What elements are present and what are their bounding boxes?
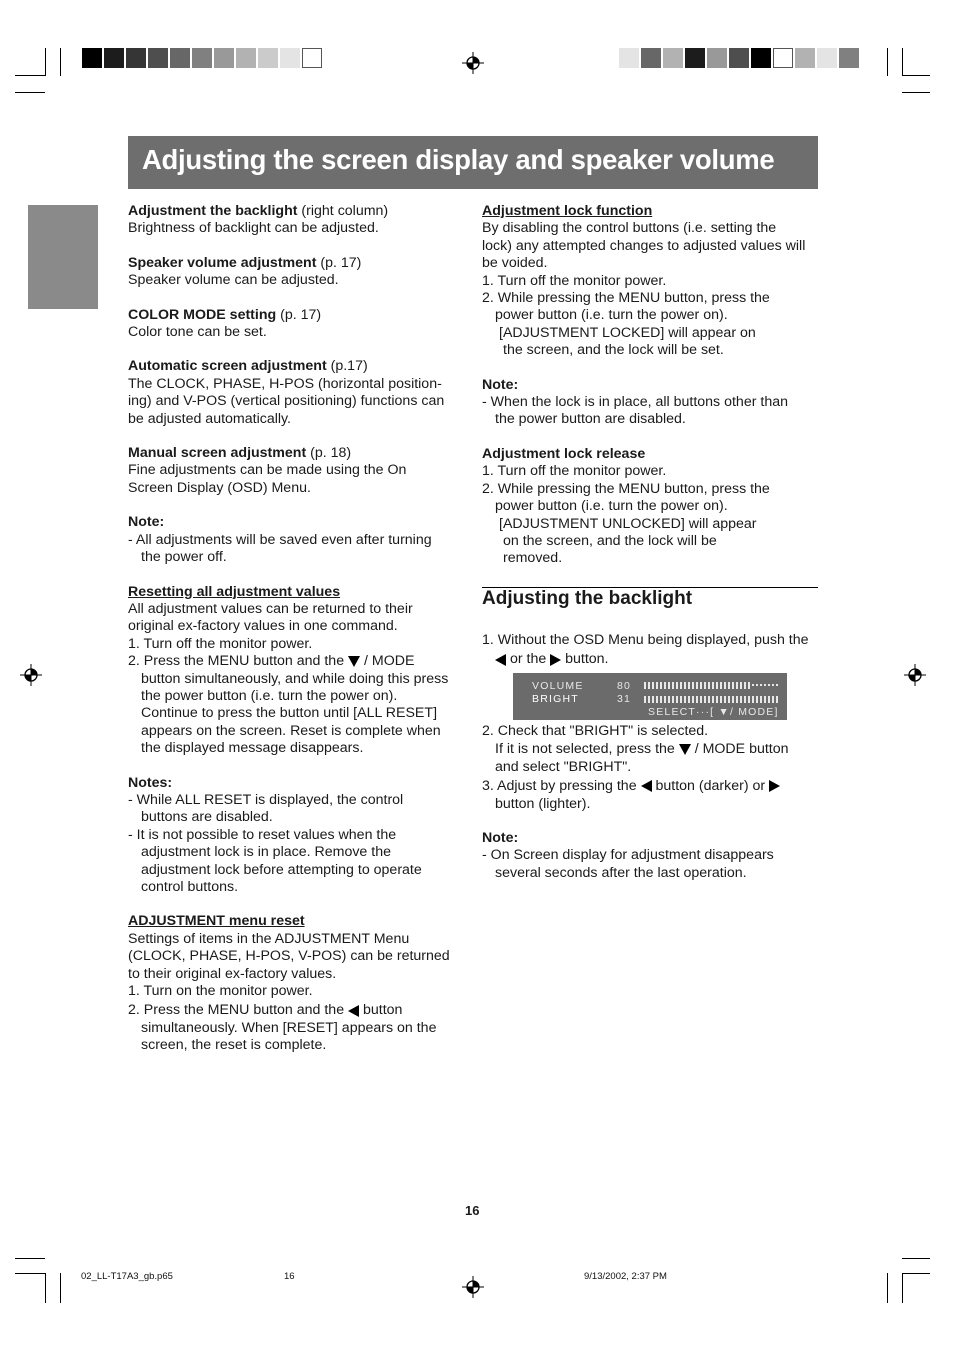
level-tick <box>696 696 698 703</box>
note-label: Note: <box>482 376 519 393</box>
note-text: - It is not possible to reset values when the <box>128 826 397 843</box>
color-swatch <box>302 48 322 68</box>
registration-mark-icon <box>462 52 484 74</box>
level-tick <box>704 682 706 689</box>
level-tick <box>732 696 734 703</box>
footer-file: 02_LL-T17A3_gb.p65 <box>81 1271 173 1282</box>
color-swatch <box>214 48 234 68</box>
note-text: the power button are disabled. <box>495 411 686 428</box>
osd-volume-label: VOLUME <box>532 680 584 692</box>
level-tick <box>656 682 658 689</box>
step-text: the power button (i.e. turn the power on). <box>141 687 398 704</box>
step-text: on the screen, and the lock will be <box>503 532 717 549</box>
level-tick <box>752 684 754 686</box>
osd-bright-value: 31 <box>617 693 632 705</box>
level-tick <box>644 682 646 689</box>
step-part: 2. Press the MENU button and the <box>128 653 345 670</box>
color-swatch <box>236 48 256 68</box>
level-tick <box>736 696 738 703</box>
level-tick <box>700 682 702 689</box>
color-swatch <box>729 48 749 68</box>
page-number: 16 <box>465 1203 480 1218</box>
step-text: [ADJUSTMENT LOCKED] will appear on <box>499 324 756 341</box>
color-swatch <box>773 48 793 68</box>
level-tick <box>676 682 678 689</box>
level-tick <box>720 696 722 703</box>
osd-display <box>513 673 787 720</box>
item-desc: be adjusted automatically. <box>128 410 291 427</box>
adjmenu-desc: Settings of items in the ADJUSTMENT Menu <box>128 930 410 947</box>
color-swatch <box>82 48 102 68</box>
step-text <box>482 778 822 795</box>
item-desc: ing) and V-POS (vertical positioning) functions can <box>128 393 445 410</box>
level-tick <box>688 682 690 689</box>
level-tick <box>740 696 742 703</box>
step-text: 1. Without the OSD Menu being displayed, push the <box>482 632 809 648</box>
step-part: button. <box>561 651 609 668</box>
level-tick <box>752 696 754 703</box>
note-text: several seconds after the last operation. <box>495 864 747 881</box>
level-tick <box>740 682 742 689</box>
right-arrow-icon <box>769 780 780 792</box>
note-label: Note: <box>128 514 165 531</box>
note-label: Note: <box>482 830 519 847</box>
step-text: and select "BRIGHT". <box>495 758 632 775</box>
level-tick <box>732 682 734 689</box>
level-tick <box>716 696 718 703</box>
reset-desc: All adjustment values can be returned to their <box>128 600 413 617</box>
color-mode-item <box>128 307 468 324</box>
color-swatch <box>795 48 815 68</box>
step-text: appears on the screen. Reset is complete when <box>141 722 441 739</box>
title-bar <box>128 136 818 189</box>
level-tick <box>688 696 690 703</box>
item-title: Manual screen adjustment <box>128 445 307 462</box>
registration-mark-icon <box>462 1276 484 1298</box>
level-tick <box>756 696 758 703</box>
step-text <box>482 741 822 758</box>
step-part: 2. Press the MENU button and the <box>128 1002 345 1019</box>
right-column <box>482 203 822 568</box>
lock-desc: lock) any attempted changes to adjusted values will <box>482 237 806 254</box>
osd-select-hint: SELECT···[ ▼/ MODE] <box>648 706 779 718</box>
level-tick <box>696 682 698 689</box>
level-tick <box>660 682 662 689</box>
color-swatch <box>817 48 837 68</box>
level-tick <box>728 682 730 689</box>
color-swatch <box>839 48 859 68</box>
notes-label: Notes: <box>128 774 173 791</box>
left-arrow-icon <box>348 1005 359 1017</box>
color-swatch <box>685 48 705 68</box>
level-tick <box>716 682 718 689</box>
level-tick <box>748 682 750 689</box>
level-tick <box>680 682 682 689</box>
step-part: button <box>359 1002 403 1019</box>
level-tick <box>692 696 694 703</box>
step-text: button (lighter). <box>495 795 591 812</box>
color-swatch <box>170 48 190 68</box>
backlight-item <box>128 203 468 220</box>
step-part: If it is not selected, press the <box>495 741 675 758</box>
color-swatch <box>707 48 727 68</box>
step-text: 1. Turn on the monitor power. <box>128 983 313 1000</box>
step-text: the displayed message disappears. <box>141 740 364 757</box>
note-text: control buttons. <box>141 879 239 895</box>
backlight-heading: Adjusting the backlight <box>482 588 693 609</box>
item-desc: The CLOCK, PHASE, H-POS (horizontal position- <box>128 375 442 392</box>
level-tick <box>744 696 746 703</box>
level-tick <box>664 696 666 703</box>
color-swatch <box>619 48 639 68</box>
left-column <box>128 203 468 1055</box>
note-text: the power off. <box>141 549 227 566</box>
step-text: 2. Check that "BRIGHT" is selected. <box>482 723 709 739</box>
manual-adjust-item <box>128 445 468 462</box>
speaker-item <box>128 255 468 272</box>
level-tick <box>660 696 662 703</box>
level-tick <box>764 696 766 703</box>
step-text: 2. While pressing the MENU button, press the <box>482 480 770 497</box>
adjmenu-desc: to their original ex-factory values. <box>128 965 337 982</box>
page-ref: (p. 18) <box>306 445 352 462</box>
osd-volume-bar <box>644 682 781 689</box>
step-text <box>128 1002 468 1019</box>
level-tick <box>736 682 738 689</box>
level-tick <box>724 682 726 689</box>
level-tick <box>776 684 778 686</box>
item-desc: Color tone can be set. <box>128 324 267 341</box>
page-ref: (p. 17) <box>276 306 322 323</box>
color-swatch <box>104 48 124 68</box>
item-desc: Speaker volume can be adjusted. <box>128 272 339 289</box>
down-arrow-icon <box>679 744 691 755</box>
osd-volume-value: 80 <box>617 680 632 692</box>
step-part: / MODE <box>360 653 415 670</box>
step-part: 3. Adjust by pressing the <box>482 778 637 795</box>
step-text: the screen, and the lock will be set. <box>503 342 724 359</box>
step-text: power button (i.e. turn the power on). <box>495 307 728 324</box>
color-swatch <box>148 48 168 68</box>
note-text: buttons are disabled. <box>141 809 273 826</box>
level-tick <box>764 684 766 686</box>
auto-adjust-item <box>128 358 468 375</box>
reset-heading: Resetting all adjustment values <box>128 583 341 600</box>
level-tick <box>672 682 674 689</box>
color-swatch <box>258 48 278 68</box>
level-tick <box>760 696 762 703</box>
item-desc: Fine adjustments can be made using the On <box>128 462 407 479</box>
backlight-steps <box>482 632 822 669</box>
level-tick <box>712 696 714 703</box>
level-tick <box>772 696 774 703</box>
item-title: Automatic screen adjustment <box>128 358 327 375</box>
down-arrow-icon <box>348 656 360 667</box>
level-tick <box>712 682 714 689</box>
step-part: button (darker) or <box>651 778 766 795</box>
adjmenu-desc: (CLOCK, PHASE, H-POS, V-POS) can be returned <box>128 948 450 965</box>
left-arrow-icon <box>495 654 506 666</box>
level-tick <box>680 696 682 703</box>
step-text: button simultaneously, and while doing this press <box>141 670 449 687</box>
backlight-steps-2 <box>482 723 822 882</box>
reset-desc: original ex-factory values in one command. <box>128 618 398 635</box>
level-tick <box>664 682 666 689</box>
note-text: - All adjustments will be saved even after turning <box>128 531 432 548</box>
step-text: removed. <box>503 550 563 567</box>
level-tick <box>672 696 674 703</box>
level-tick <box>768 684 770 686</box>
color-swatch <box>192 48 212 68</box>
level-tick <box>684 696 686 703</box>
level-tick <box>704 696 706 703</box>
step-part: or the <box>506 651 551 668</box>
note-text: adjustment lock before attempting to operate <box>141 861 422 878</box>
page-ref: (right column) <box>297 203 389 219</box>
registration-mark-icon <box>904 664 926 686</box>
level-tick <box>668 696 670 703</box>
right-arrow-icon <box>550 654 561 666</box>
note-text: adjustment lock is in place. Remove the <box>141 844 391 861</box>
level-tick <box>644 696 646 703</box>
backlight-section <box>482 590 822 607</box>
footer-date: 9/13/2002, 2:37 PM <box>584 1271 667 1282</box>
step-text: 1. Turn off the monitor power. <box>482 272 667 289</box>
footer-page: 16 <box>284 1271 295 1282</box>
level-tick <box>756 684 758 686</box>
osd-bright-label: BRIGHT <box>532 693 579 705</box>
level-tick <box>692 682 694 689</box>
step-text: 2. While pressing the MENU button, press the <box>482 290 770 307</box>
level-tick <box>760 684 762 686</box>
level-tick <box>708 682 710 689</box>
note-text: - When the lock is in place, all buttons other than <box>482 394 788 411</box>
page-title: Adjusting the screen display and speaker volume <box>142 144 775 175</box>
osd-bright-bar <box>644 696 781 703</box>
color-swatch <box>641 48 661 68</box>
step-text: screen, the reset is complete. <box>141 1037 327 1054</box>
step-text <box>128 653 468 670</box>
level-tick <box>668 682 670 689</box>
level-tick <box>656 696 658 703</box>
side-tab <box>28 205 98 309</box>
step-text: 1. Turn off the monitor power. <box>128 635 313 652</box>
step-text: simultaneously. When [RESET] appears on the <box>141 1019 437 1036</box>
step-text: power button (i.e. turn the power on). <box>495 498 728 515</box>
color-swatch <box>280 48 300 68</box>
level-tick <box>772 684 774 686</box>
page-ref: (p.17) <box>326 358 368 375</box>
lock-release-heading: Adjustment lock release <box>482 445 646 462</box>
item-desc: Screen Display (OSD) Menu. <box>128 479 311 496</box>
level-tick <box>652 696 654 703</box>
step-text: [ADJUSTMENT UNLOCKED] will appear <box>499 515 757 532</box>
level-tick <box>652 682 654 689</box>
note-text: - While ALL RESET is displayed, the control <box>128 791 404 808</box>
level-tick <box>648 682 650 689</box>
level-tick <box>684 682 686 689</box>
level-tick <box>744 682 746 689</box>
color-swatch <box>751 48 771 68</box>
lock-function-heading: Adjustment lock function <box>482 203 653 219</box>
level-tick <box>700 696 702 703</box>
level-tick <box>728 696 730 703</box>
level-tick <box>708 696 710 703</box>
step-text <box>482 651 822 668</box>
level-tick <box>676 696 678 703</box>
step-text: 1. Turn off the monitor power. <box>482 463 667 480</box>
step-part: / MODE button <box>690 741 789 758</box>
level-tick <box>648 696 650 703</box>
note-text: - On Screen display for adjustment disappears <box>482 847 774 864</box>
left-arrow-icon <box>641 780 652 792</box>
color-swatch <box>126 48 146 68</box>
registration-mark-icon <box>20 664 42 686</box>
item-title: Adjustment the backlight <box>128 203 298 219</box>
page-ref: (p. 17) <box>316 254 362 271</box>
step-text: Continue to press the button until [ALL RESET] <box>141 705 438 722</box>
level-tick <box>776 696 778 703</box>
level-tick <box>768 696 770 703</box>
item-desc: Brightness of backlight can be adjusted. <box>128 220 379 237</box>
color-swatch <box>663 48 683 68</box>
level-tick <box>748 696 750 703</box>
item-title: Speaker volume adjustment <box>128 254 317 271</box>
lock-desc: be voided. <box>482 255 548 272</box>
level-tick <box>720 682 722 689</box>
adjustment-menu-reset-heading: ADJUSTMENT menu reset <box>128 913 305 930</box>
level-tick <box>724 696 726 703</box>
item-title: COLOR MODE setting <box>128 306 277 323</box>
lock-desc: By disabling the control buttons (i.e. setting the <box>482 220 777 237</box>
